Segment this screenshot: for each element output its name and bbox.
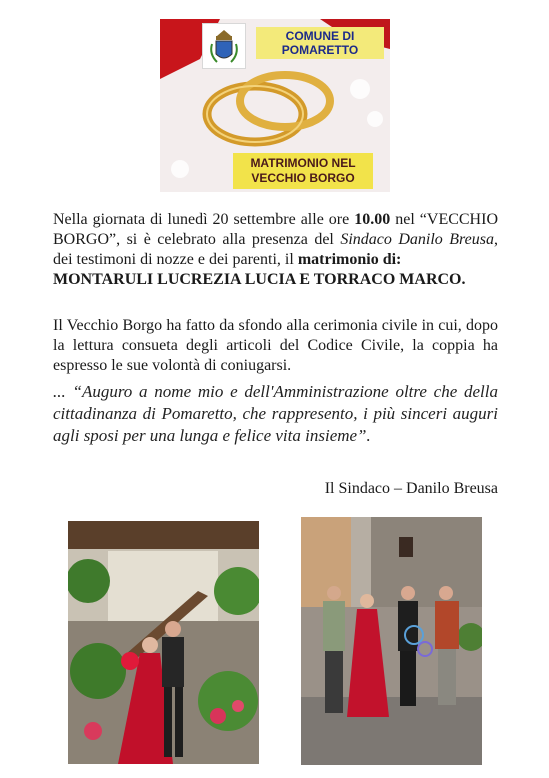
mayor-quote: ... “Auguro a nome mio e dell'Amministrazione oltre che della cittadinanza di Pomaretto, che rappresento, i più sinceri auguri agli sposi per una lunga e felice vita insieme”. xyxy=(53,382,498,445)
couple-names: MONTARULI LUCREZIA LUCIA E TORRACO MARCO. xyxy=(53,271,466,288)
ceremony-paragraph: Il Vecchio Borgo ha fatto da sfondo alla cerimonia civile in cui, dopo la lettura consueta degli articoli del Codice Civile, la coppia ha espresso le sue volontà di coniugarsi. xyxy=(53,317,498,374)
event-banner xyxy=(160,19,390,192)
signature: Il Sindaco – Danilo Breusa xyxy=(324,480,498,497)
banner-title: COMUNE DI POMARETTO xyxy=(256,27,384,59)
mayor-name: Sindaco Danilo Breusa xyxy=(340,231,494,248)
ceremony-time: 10.00 xyxy=(354,211,391,228)
group-photo xyxy=(301,517,482,765)
marriage-label: matrimonio di: xyxy=(297,251,402,268)
coat-of-arms-icon xyxy=(202,23,246,69)
announcement-paragraph: Nella giornata di lunedì 20 settembre alle ore 10.00 nel “VECCHIO BORGO”, si è celebrato alla presenza del Sindaco Danilo Breusa, dei testimoni di nozze e dei parenti, il matrimonio di: MONTARULI LUCREZIA LUCIA E TORRACO MARCO. xyxy=(53,211,498,288)
banner-subtitle: MATRIMONIO NEL VECCHIO BORGO xyxy=(233,153,373,189)
couple-photo xyxy=(68,521,259,764)
